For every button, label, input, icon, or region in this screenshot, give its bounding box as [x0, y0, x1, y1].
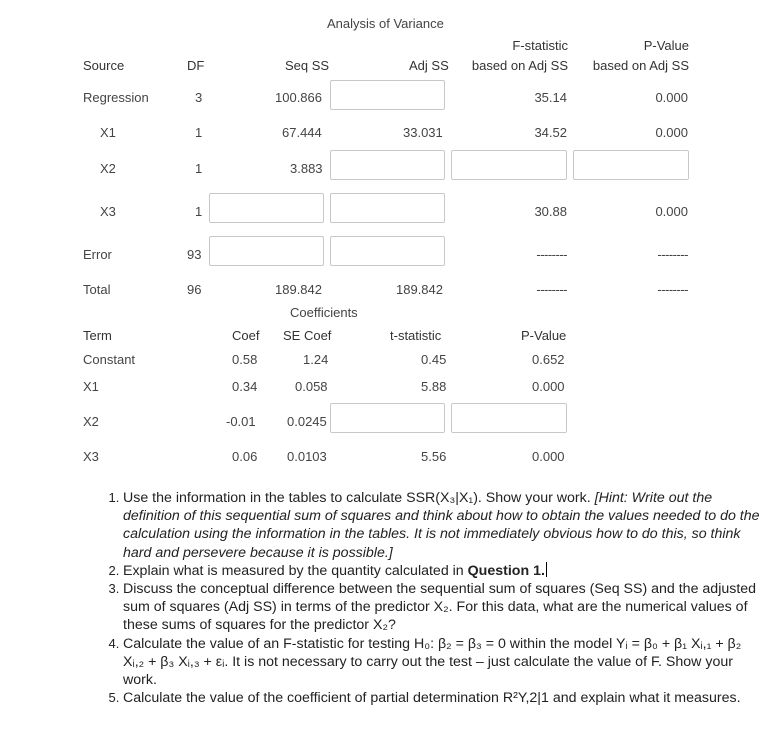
coef-header-coef: Coef	[232, 328, 260, 343]
question-1-hint: [Hint: Write out the definition of this sequential sum of squares and think about how to obtain the values needed to do the calculation using the information in the tables. It is not immediately obvious how to do this, so think hard and persevere because it is possible.]	[123, 490, 760, 561]
anova-f-regression: 35.14	[534, 90, 567, 105]
anova-seqss-x1: 67.444	[282, 125, 322, 140]
anova-adjss-total: 189.842	[396, 282, 443, 297]
coef-se-x2: 0.0245	[287, 414, 327, 429]
anova-title: Analysis of Variance	[327, 16, 444, 31]
header-p-line1: P-Value	[643, 38, 689, 53]
anova-df-error: 93	[187, 247, 202, 262]
coef-term-constant: Constant	[83, 352, 136, 367]
coef-p-constant: 0.652	[532, 352, 565, 367]
question-2-bold: Question 1.	[467, 562, 545, 579]
header-source: Source	[83, 58, 125, 73]
coef-header-t: t-statistic	[390, 328, 442, 343]
header-adj-ss: Adj SS	[409, 58, 449, 73]
anova-p-regression: 0.000	[655, 90, 688, 105]
anova-seqss-regression: 100.866	[275, 90, 322, 105]
coef-header-p: P-Value	[521, 328, 567, 343]
coef-header-se: SE Coef	[283, 328, 332, 343]
coef-se-x1: 0.058	[295, 379, 328, 394]
anova-seqss-x2: 3.883	[290, 161, 323, 176]
coef-term-x3: X3	[83, 449, 99, 464]
coef-value-constant: 0.58	[232, 352, 258, 367]
anova-df-x1: 1	[195, 125, 203, 140]
question-3	[123, 580, 763, 635]
anova-p-x3: 0.000	[655, 204, 688, 219]
question-4-text: Calculate the value of an F-statistic for testing H₀: β₂ = β₃ = 0 within the model Yᵢ = β₀ + β₁ Xᵢ,₁ + β₂ Xᵢ,₂ + β₃ Xᵢ,₃ + εᵢ. It is not necessary to carry out the test – just calculate the value of F. Show your work.	[123, 635, 742, 689]
anova-source-total: Total	[83, 282, 111, 297]
coef-value-x1: 0.34	[232, 379, 258, 394]
anova-adjss-regression-input[interactable]	[330, 80, 445, 110]
question-5	[123, 689, 763, 707]
coef-t-x3: 5.56	[421, 449, 447, 464]
question-1	[123, 489, 763, 562]
anova-p-x2-input[interactable]	[573, 150, 689, 180]
anova-df-x3: 1	[195, 204, 203, 219]
anova-f-x2-input[interactable]	[451, 150, 567, 180]
coef-t-x2-input[interactable]	[330, 403, 445, 433]
anova-source-x1: X1	[100, 125, 116, 140]
anova-seqss-total: 189.842	[275, 282, 322, 297]
coef-t-x1: 5.88	[421, 379, 447, 394]
anova-df-regression: 3	[195, 90, 203, 105]
coef-value-x3: 0.06	[232, 449, 258, 464]
anova-source-x2: X2	[100, 161, 116, 176]
anova-source-error: Error	[83, 247, 112, 262]
anova-adjss-error-input[interactable]	[330, 236, 445, 266]
coefficients-title: Coefficients	[290, 305, 358, 320]
coef-header-term: Term	[83, 328, 112, 343]
coef-t-constant: 0.45	[421, 352, 447, 367]
anova-seqss-error-input[interactable]	[209, 236, 324, 266]
anova-seqss-x3-input[interactable]	[209, 193, 324, 223]
header-df: DF	[187, 58, 205, 73]
anova-adjss-x3-input[interactable]	[330, 193, 445, 223]
anova-adjss-x1: 33.031	[403, 125, 443, 140]
anova-p-x1: 0.000	[655, 125, 688, 140]
anova-p-total: --------	[657, 282, 688, 297]
question-2-text: Explain what is measured by the quantity calculated in	[123, 562, 468, 579]
coef-term-x1: X1	[83, 379, 99, 394]
question-2	[123, 562, 763, 580]
coef-p-x3: 0.000	[532, 449, 565, 464]
question-list[interactable]	[90, 489, 763, 707]
anova-source-x3: X3	[100, 204, 116, 219]
anova-adjss-x2-input[interactable]	[330, 150, 445, 180]
question-4	[123, 635, 763, 690]
anova-p-error: --------	[657, 247, 688, 262]
anova-f-x3: 30.88	[534, 204, 567, 219]
question-1-text: Use the information in the tables to calculate SSR(X₃|X₁). Show your work.	[123, 490, 595, 506]
anova-df-x2: 1	[195, 161, 203, 176]
text-caret	[546, 562, 547, 577]
coef-p-x1: 0.000	[532, 379, 565, 394]
anova-source-regression: Regression	[83, 90, 149, 105]
coef-value-x2: -0.01	[226, 414, 256, 429]
coef-term-x2: X2	[83, 414, 99, 429]
question-3-text: Discuss the conceptual difference between the sequential sum of squares (Seq SS) and the adjusted sum of squares (Adj SS) in terms of the predictor X₂. For this data, what are the numerical values of these sums of squares for the predictor X₂?	[123, 581, 757, 634]
anova-f-total: --------	[536, 282, 567, 297]
header-f-line1: F-statistic	[512, 38, 568, 53]
header-p-line2: based on Adj SS	[592, 58, 689, 73]
header-seq-ss: Seq SS	[285, 58, 330, 73]
coef-se-x3: 0.0103	[287, 449, 327, 464]
header-f-line2: based on Adj SS	[471, 58, 568, 73]
anova-df-total: 96	[187, 282, 202, 297]
coef-p-x2-input[interactable]	[451, 403, 567, 433]
anova-f-x1: 34.52	[534, 125, 567, 140]
anova-f-error: --------	[536, 247, 567, 262]
coef-se-constant: 1.24	[303, 352, 329, 367]
question-5-text: Calculate the value of the coefficient of partial determination R²Y,2|1 and explain what it measures.	[123, 690, 741, 707]
